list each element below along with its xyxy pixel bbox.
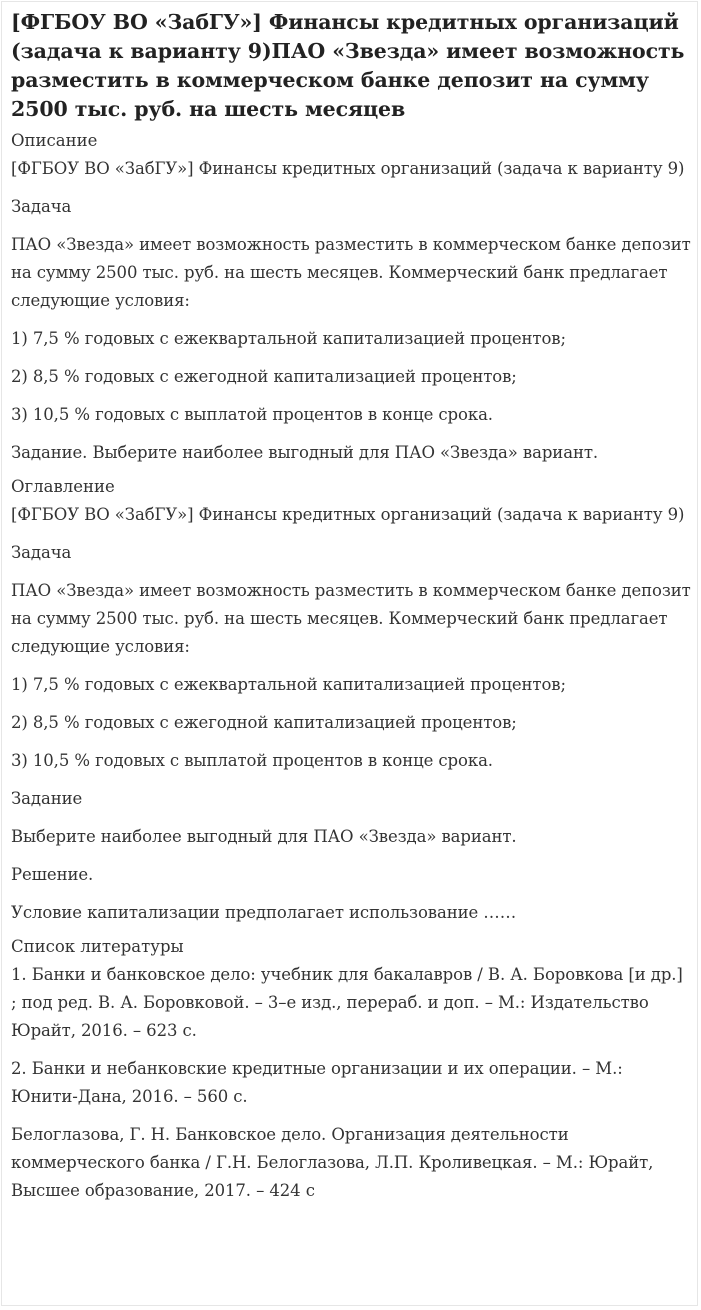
description-intro: [ФГБОУ ВО «ЗабГУ»] Финансы кредитных организаций (задача к варианту 9) xyxy=(11,159,685,178)
literature-section xyxy=(11,933,693,1205)
contents-option-3: 3) 10,5 % годовых с выплатой процентов в конце срока. xyxy=(11,751,493,770)
contents-solution-label: Решение. xyxy=(11,865,94,884)
document-content xyxy=(11,8,693,1215)
description-option-2: 2) 8,5 % годовых с ежегодной капитализацией процентов; xyxy=(11,367,517,386)
description-assignment: Задание. Выберите наиболее выгодный для ПАО «Звезда» вариант. xyxy=(11,443,599,462)
description-option-1: 1) 7,5 % годовых с ежеквартальной капитализацией процентов; xyxy=(11,329,566,348)
contents-intro: [ФГБОУ ВО «ЗабГУ»] Финансы кредитных организаций (задача к варианту 9) xyxy=(11,505,685,524)
literature-item: 1. Банки и банковское дело: учебник для бакалавров / В. А. Боровкова [и др.] ; под ред. В. А. Боровковой. – 3–е изд., перераб. и доп. – М.: Издательство Юрайт, 2016. – 623 с. xyxy=(11,965,683,1040)
literature-heading: Список литературы xyxy=(11,937,184,956)
literature-item: Белоглазова, Г. Н. Банковское дело. Организация деятельности коммерческого банка / Г.Н. Белоглазова, Л.П. Кроливецкая. – М.: Юрайт, Высшее образование, 2017. – 424 с xyxy=(11,1125,654,1200)
literature-item: 2. Банки и небанковские кредитные организации и их операции. – М.: Юнити-Дана, 2016. – 560 с. xyxy=(11,1059,623,1106)
contents-option-1: 1) 7,5 % годовых с ежеквартальной капитализацией процентов; xyxy=(11,675,566,694)
contents-heading: Оглавление xyxy=(11,477,115,496)
contents-option-2: 2) 8,5 % годовых с ежегодной капитализацией процентов; xyxy=(11,713,517,732)
contents-task-label: Задача xyxy=(11,543,72,562)
document-card xyxy=(1,1,698,1306)
description-section xyxy=(11,127,693,467)
contents-assignment-text: Выберите наиболее выгодный для ПАО «Звезда» вариант. xyxy=(11,827,517,846)
page-title: [ФГБОУ ВО «ЗабГУ»] Финансы кредитных организаций (задача к варианту 9)ПАО «Звезда» имеет возможность разместить в коммерческом банке депозит на сумму 2500 тыс. руб. на шесть месяцев xyxy=(11,10,685,121)
description-heading: Описание xyxy=(11,131,98,150)
contents-solution-text: Условие капитализации предполагает использование …… xyxy=(11,903,517,922)
description-task-text: ПАО «Звезда» имеет возможность разместить в коммерческом банке депозит на сумму 2500 тыс. руб. на шесть месяцев. Коммерческий банк предлагает следующие условия: xyxy=(11,235,691,310)
contents-section xyxy=(11,473,693,927)
description-task-label: Задача xyxy=(11,197,72,216)
description-option-3: 3) 10,5 % годовых с выплатой процентов в конце срока. xyxy=(11,405,493,424)
contents-assignment-label: Задание xyxy=(11,789,83,808)
contents-task-text: ПАО «Звезда» имеет возможность разместить в коммерческом банке депозит на сумму 2500 тыс. руб. на шесть месяцев. Коммерческий банк предлагает следующие условия: xyxy=(11,581,691,656)
